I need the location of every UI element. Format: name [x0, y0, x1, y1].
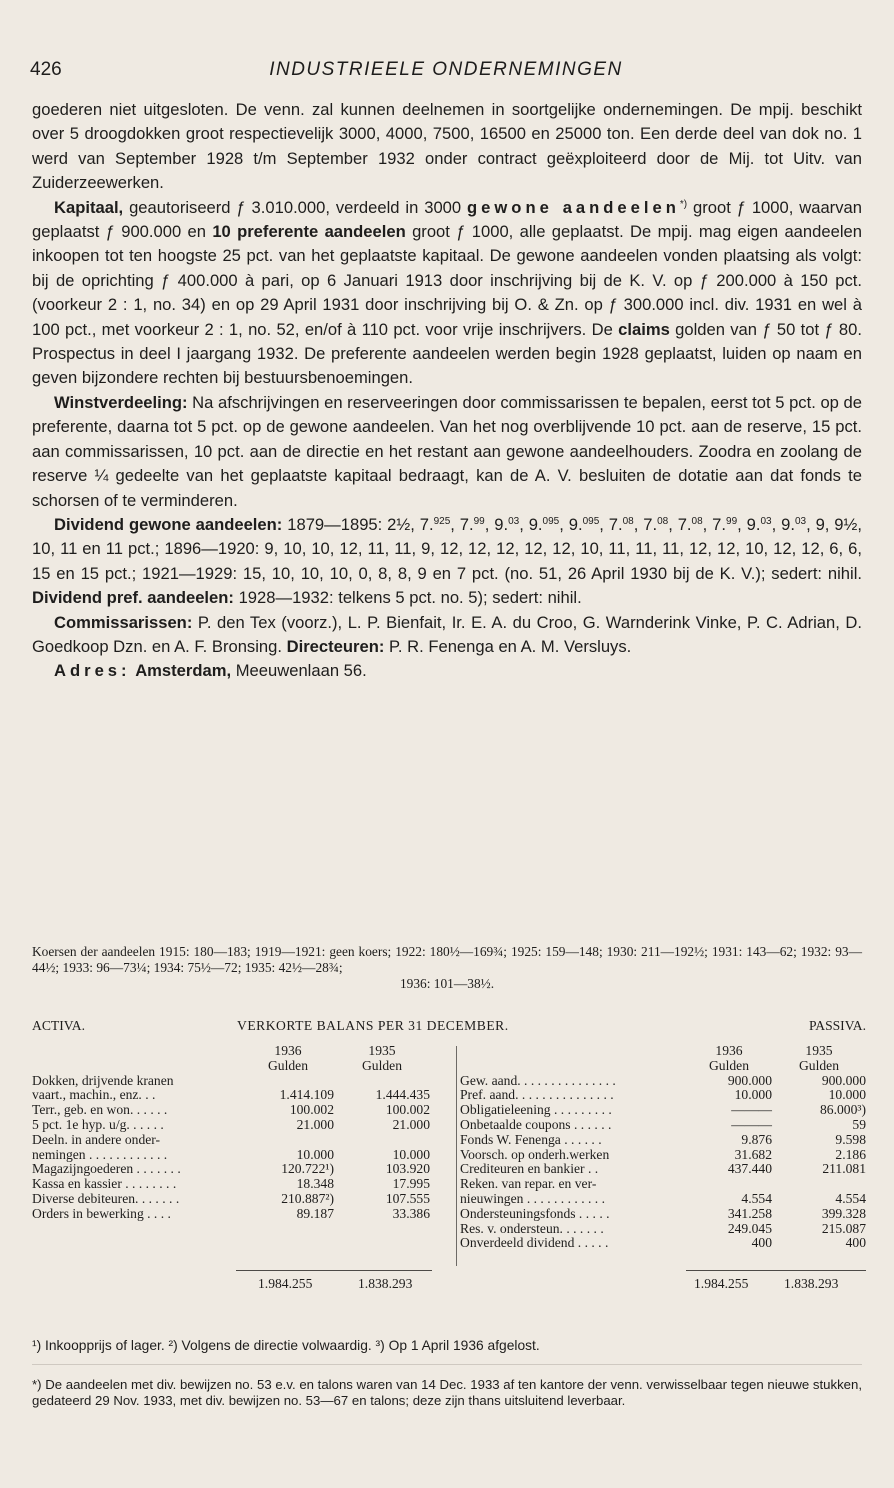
- row-label: nieuwingen . . . . . . . . . . . .: [460, 1190, 605, 1206]
- row-label: Res. v. ondersteun. . . . . . .: [460, 1220, 604, 1236]
- table-row: [32, 1177, 430, 1192]
- row-value: 120.722¹): [281, 1161, 334, 1177]
- adres-paragraph: [32, 659, 862, 683]
- year-1936: 1936: [274, 1043, 302, 1058]
- row-value: 341.258: [727, 1205, 772, 1221]
- kapitaal-text-2: groot ƒ 1000, waarvan geplaatst ƒ 900.000 en: [32, 197, 862, 242]
- row-value: 33.386: [392, 1205, 430, 1221]
- column-divider: [456, 1046, 457, 1266]
- decimal-sup: 08: [657, 515, 669, 527]
- row-value: 21.000: [296, 1116, 334, 1132]
- dividend-sep: , 7.: [633, 514, 658, 534]
- dividend-sep: , 7.: [599, 514, 623, 534]
- row-value: 4.554: [835, 1190, 866, 1206]
- row-label: nemingen . . . . . . . . . . . .: [32, 1146, 168, 1162]
- row-value: 400: [845, 1235, 866, 1251]
- balance-sheet: [32, 1018, 866, 1291]
- row-value: 59: [852, 1116, 866, 1132]
- table-row: [32, 1103, 430, 1118]
- decimal-sup: 99: [726, 515, 738, 527]
- decimal-sup: 925: [433, 515, 451, 527]
- row-value: 10.000: [828, 1087, 866, 1103]
- total-rule-right: [686, 1270, 866, 1271]
- directeuren-label: Directeuren:: [286, 636, 385, 656]
- row-value: 9.598: [835, 1131, 866, 1147]
- row-label: Orders in bewerking . . . .: [32, 1205, 171, 1221]
- passiva-table: [460, 1044, 866, 1251]
- dividend-sep: , 7.: [668, 514, 692, 534]
- table-row: [32, 1133, 430, 1148]
- body-text: [32, 98, 862, 684]
- unit-label: Gulden: [361, 1057, 403, 1073]
- row-label: Terr., geb. en won. . . . . .: [32, 1102, 168, 1118]
- row-value: 18.348: [296, 1176, 334, 1192]
- year-row: [32, 1044, 430, 1059]
- winst-label: Winstverdeeling:: [54, 392, 188, 412]
- footnote-rule: [32, 1364, 862, 1365]
- winst-paragraph: [32, 391, 862, 513]
- row-value: [772, 1177, 866, 1192]
- row-value: 89.187: [296, 1205, 334, 1221]
- row-value: 210.887²): [281, 1190, 334, 1206]
- row-value: 21.000: [392, 1116, 430, 1132]
- dividend-pref-text: 1928—1932: telkens 5 pct. no. 5); sedert: nihil.: [238, 588, 582, 608]
- kapitaal-text-1: geautoriseerd ƒ 3.010.000, verdeeld in 3000: [129, 197, 462, 217]
- commissarissen-label: Commissarissen:: [54, 612, 193, 632]
- row-value: 900.000: [727, 1072, 772, 1088]
- row-value: 10.000: [296, 1146, 334, 1162]
- dividend-paragraph: [32, 513, 862, 611]
- row-label: Onverdeeld dividend . . . . .: [460, 1235, 609, 1251]
- row-value: ———: [731, 1116, 772, 1132]
- kapitaal-text-4: golden van ƒ 50 tot ƒ 80. Prospectus in deel I jaargang 1932. De preferente aandeelen werden begin 1928 geplaatst, luiden op naam en geven bijzondere rechten bij bestuursbenoemingen.: [32, 319, 862, 388]
- dividend-sep: , 7.: [702, 514, 727, 534]
- row-label: Diverse debiteuren. . . . . . .: [32, 1190, 180, 1206]
- footnote-mark: *): [679, 198, 688, 210]
- table-row: [32, 1088, 430, 1103]
- row-label: Gew. aand. . . . . . . . . . . . . . .: [460, 1072, 616, 1088]
- table-row: [32, 1118, 430, 1133]
- balance-notes: ¹) Inkoopprijs of lager. ²) Volgens de directie volwaardig. ³) Op 1 April 1936 afgelost.: [32, 1338, 540, 1353]
- dividend-lead: 1879—1895: 2½, 7.: [287, 514, 434, 534]
- adres-city: Amsterdam,: [135, 661, 232, 681]
- dividend-sep: , 9.: [519, 514, 543, 534]
- table-row: [460, 1207, 866, 1222]
- balance-totals: [32, 1270, 866, 1296]
- total-passiva-1936: 1.984.255: [694, 1276, 749, 1291]
- koersen-text: Koersen der aandeelen 1915: 180—183; 1919—1921: geen koers; 1922: 180½—169¾; 1925: 159—148; 1930: 211—192½; 1931: 143—62; 1932: 93—44½; 1933: 96—73¼; 1934: 75½—72; 1935: 42½—28¾;: [32, 944, 862, 975]
- commissarissen-paragraph: [32, 611, 862, 660]
- unit-label: Gulden: [267, 1057, 309, 1073]
- row-value: 1.444.435: [375, 1087, 430, 1103]
- unit-label: Gulden: [798, 1057, 840, 1073]
- decimal-sup: 095: [542, 515, 560, 527]
- row-value: 10.000: [734, 1087, 772, 1103]
- activa-table: [32, 1044, 430, 1222]
- row-value: 399.328: [821, 1205, 866, 1221]
- unit-label: Gulden: [708, 1057, 750, 1073]
- table-row: [32, 1074, 430, 1089]
- total-passiva-1935: 1.838.293: [784, 1276, 839, 1291]
- row-value: 215.087: [821, 1220, 866, 1236]
- balance-columns: [32, 1044, 866, 1254]
- table-row: [32, 1162, 430, 1177]
- row-value: 437.440: [727, 1161, 772, 1177]
- row-value: [686, 1177, 772, 1192]
- dividend-sep: , 7.: [450, 514, 474, 534]
- footnote: *) De aandeelen met div. bewijzen no. 53 e.v. en talons waren van 14 Dec. 1933 af ten kantore der venn. verwisselbaar tegen nieuwe stukken, gedateerd 29 Nov. 1933, met div. bewijzen no. 53—67 en talons; deze zijn thans uitsluitend leverbaar.: [32, 1377, 862, 1408]
- table-row: [460, 1118, 866, 1133]
- row-value: 103.920: [385, 1161, 430, 1177]
- decimal-sup: 095: [582, 515, 600, 527]
- table-row: [460, 1133, 866, 1148]
- row-value: 211.081: [822, 1161, 866, 1177]
- row-label: Onbetaalde coupons . . . . . .: [460, 1116, 612, 1132]
- row-value: 2.186: [835, 1146, 866, 1162]
- dividend-pref-label: Dividend pref. aandeelen:: [32, 588, 234, 608]
- total-activa-1935: 1.838.293: [358, 1276, 413, 1291]
- running-title: INDUSTRIEELE ONDERNEMINGEN: [269, 59, 623, 80]
- row-value: 9.876: [741, 1131, 772, 1147]
- adres-street: Meeuwenlaan 56.: [235, 661, 367, 681]
- row-value: 107.555: [385, 1190, 430, 1206]
- gewone-aandeelen-term: gewone aandeelen: [467, 197, 680, 217]
- passiva-heading: PASSIVA.: [808, 1018, 866, 1033]
- decimal-sup: 03: [760, 515, 772, 527]
- dividend-sep: , 9.: [484, 514, 509, 534]
- claims-term: claims: [618, 319, 670, 339]
- passiva-column: [460, 1044, 866, 1251]
- row-label: Reken. van repar. en ver-: [460, 1176, 597, 1192]
- table-row: [460, 1192, 866, 1207]
- row-label: Voorsch. op onderh.werken: [460, 1146, 610, 1162]
- row-value: 86.000³): [820, 1102, 866, 1118]
- row-value: [334, 1133, 430, 1148]
- table-row: [32, 1207, 430, 1222]
- directeuren-text: P. R. Fenenga en A. M. Versluys.: [388, 636, 632, 656]
- table-row: [460, 1177, 866, 1192]
- koersen-last: 1936: 101—38½.: [399, 976, 495, 991]
- row-label: Dokken, drijvende kranen: [32, 1072, 174, 1088]
- row-value: 400: [751, 1235, 772, 1251]
- table-row: [32, 1148, 430, 1163]
- total-activa-1936: 1.984.255: [258, 1276, 313, 1291]
- row-label: Fonds W. Fenenga . . . . . .: [460, 1131, 602, 1147]
- page-header: [30, 59, 862, 89]
- balance-title: VERKORTE BALANS PER 31 DECEMBER.: [237, 1018, 509, 1033]
- commissarissen-text: P. den Tex (voorz.), L. P. Bienfait, Ir. E. A. du Croo, G. Warnderink Vinke, P. C. Adrian, D. Goedkoop Dzn. en A. F. Bronsing.: [32, 612, 862, 656]
- balance-header: [32, 1018, 866, 1040]
- activa-column: [32, 1044, 430, 1222]
- total-rule-left: [236, 1270, 432, 1271]
- dividend-sep: , 9.: [771, 514, 795, 534]
- row-value: 100.002: [385, 1102, 430, 1118]
- table-row: [460, 1088, 866, 1103]
- decimal-sup: 03: [794, 515, 807, 527]
- row-label: Obligatieleening . . . . . . . . .: [460, 1102, 612, 1118]
- row-value: ———: [731, 1102, 772, 1118]
- kapitaal-text-3: groot ƒ 1000, alle geplaatst. De mpij. mag eigen aandeelen inkoopen tot ten hoogste 25 pct. van het geplaatste kapitaal. De gewone aandeelen vonden plaatsing als volgt: bij de oprichting ƒ 400.000 à pari, op 6 Januari 1913 door inschrijving bij de K. V. op ƒ 200.000 à 150 pct. (voorkeur 2 : 1, no. 34) en op 29 April 1931 door inschrijving bij O. & Zn. op ƒ 300.000 incl. div. 1931 en wel à 100 pct., met voorkeur 2 : 1, no. 52, en/of à 110 pct. voor vrije inschrijvers. De: [32, 222, 862, 339]
- row-value: 4.554: [741, 1190, 772, 1206]
- row-label: Kassa en kassier . . . . . . . .: [32, 1176, 177, 1192]
- table-row: [460, 1103, 866, 1118]
- koersen-block: [32, 944, 862, 992]
- table-row: [460, 1074, 866, 1089]
- preferente-aandeelen-term: 10 preferente aandeelen: [212, 222, 406, 242]
- row-value: 17.995: [392, 1176, 430, 1192]
- decimal-sup: 99: [473, 515, 485, 527]
- row-value: [334, 1074, 430, 1089]
- table-row: [460, 1222, 866, 1237]
- year-1936: 1936: [715, 1043, 743, 1058]
- winst-text: Na afschrijvingen en reserveeringen door commissarissen te bepalen, eerst tot 5 pct. op de preferente, daarna tot 5 pct. op de gewone aandeelen. Van het nog overblijvende 10 pct. aan de reserve, 15 pct. aan commissarissen, 10 pct. aan de directie en het restant aan gewone aandeelhouders. Zoodra en zoolang de reserve ¼ gedeelte van het geplaatste kapitaal bedraagt, kan de A. V. besluiten de dotatie aan dat fonds te schorsen of te verminderen.: [32, 392, 862, 510]
- decimal-sup: 08: [691, 515, 703, 527]
- dividend-sep: , 9.: [737, 514, 761, 534]
- row-label: Pref. aand. . . . . . . . . . . . . . .: [460, 1087, 614, 1103]
- decimal-sup: 03: [508, 515, 520, 527]
- row-value: 10.000: [392, 1146, 430, 1162]
- table-row: [32, 1192, 430, 1207]
- year-1935: 1935: [805, 1043, 833, 1058]
- row-label: Crediteuren en bankier . .: [460, 1161, 599, 1177]
- table-row: [460, 1162, 866, 1177]
- year-1935: 1935: [368, 1043, 396, 1058]
- decimal-sup: 08: [622, 515, 634, 527]
- row-value: 900.000: [821, 1072, 866, 1088]
- kapitaal-label: Kapitaal,: [54, 197, 124, 217]
- row-value: [242, 1074, 334, 1089]
- row-label: 5 pct. 1e hyp. u/g. . . . . .: [32, 1116, 164, 1132]
- dividend-rest: , 9, 9½, 10, 11 en 11 pct.; 1896—1920: 9, 10, 10, 12, 11, 11, 9, 12, 12, 12, 12, 12, 10, 11, 11, 11, 12, 12, 10, 12, 12, 6, 6, 15 en 15 pct.; 1921—1929: 15, 10, 10, 10, 0, 8, 8, 9 en 7 pct. (no. 51, 26 April 1930 bij de K. V.); sedert: nihil.: [32, 514, 862, 583]
- row-value: 100.002: [289, 1102, 334, 1118]
- table-row: [460, 1148, 866, 1163]
- row-value: 249.045: [727, 1220, 772, 1236]
- year-row: [460, 1044, 866, 1059]
- dividend-sep: , 9.: [559, 514, 583, 534]
- row-value: 31.682: [734, 1146, 772, 1162]
- table-row: [460, 1236, 866, 1251]
- dividend-label: Dividend gewone aandeelen:: [54, 514, 283, 534]
- intro-paragraph: goederen niet uitgesloten. De venn. zal kunnen deelnemen in soortgelijke ondernemingen. De mpij. beschikt over 5 droogdokken groot respectievelijk 3000, 4000, 7500, 16500 en 25000 ton. Een derde deel van dok no. 1 werd van September 1928 t/m September 1932 onder contract geëxploiteerd door de Mij. tot Uitv. van Zuiderzeewerken.: [32, 100, 862, 193]
- unit-row: [32, 1059, 430, 1074]
- row-value: [242, 1133, 334, 1148]
- row-label: Deeln. in andere onder-: [32, 1131, 161, 1147]
- row-label: Magazijngoederen . . . . . . .: [32, 1161, 181, 1177]
- unit-row: [460, 1059, 866, 1074]
- row-label: vaart., machin., enz. . .: [32, 1087, 156, 1103]
- row-value: 1.414.109: [279, 1087, 334, 1103]
- adres-label: Adres:: [54, 661, 131, 681]
- page-number: 426: [30, 59, 62, 80]
- activa-heading: ACTIVA.: [32, 1018, 85, 1033]
- row-label: Ondersteuningsfonds . . . . .: [460, 1205, 610, 1221]
- kapitaal-paragraph: [32, 196, 862, 391]
